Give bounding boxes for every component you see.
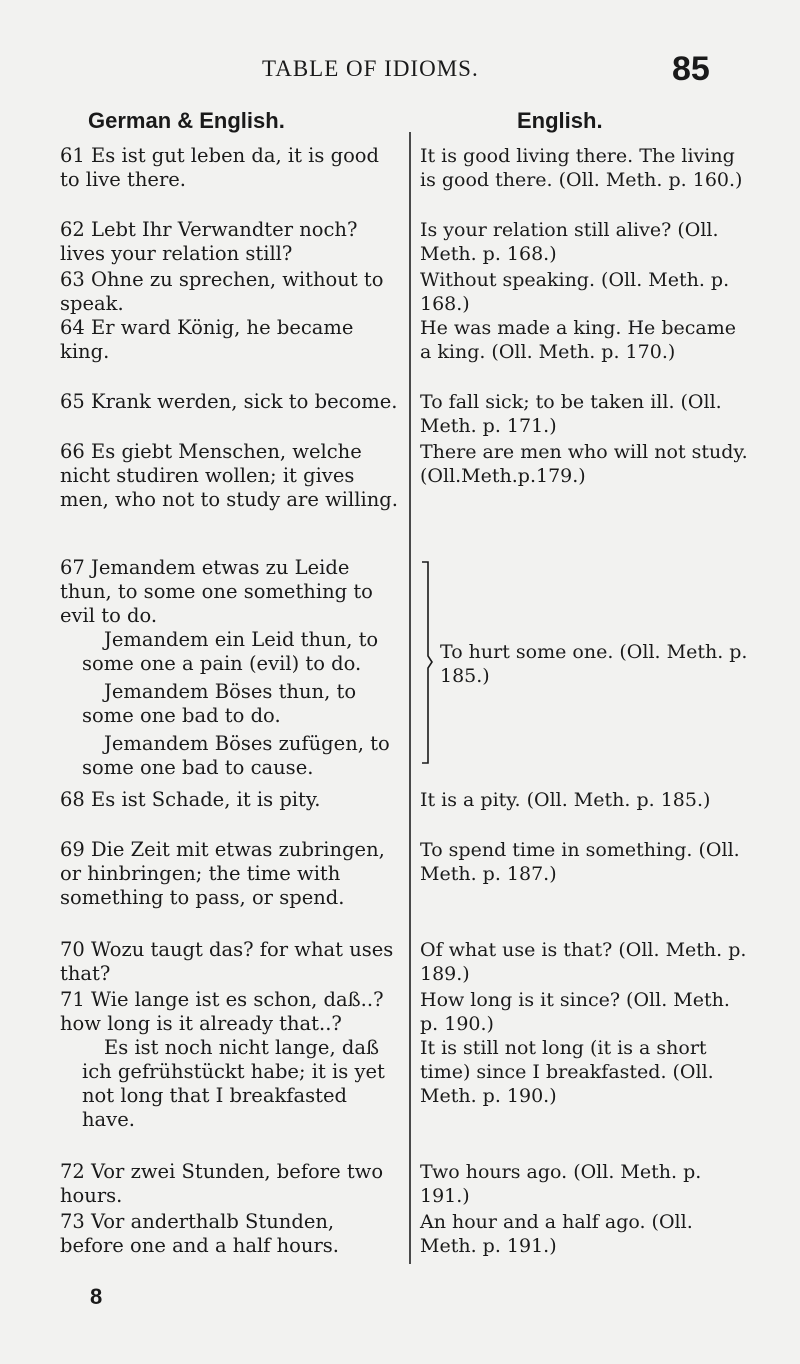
left-entry-67 (60, 556, 402, 628)
left-entry-67d (60, 732, 402, 780)
right-entry-text: It is a pity. (Oll. Meth. p. 185.) (420, 789, 711, 811)
right-entry-64 (420, 316, 750, 364)
left-entry-71b (60, 1036, 402, 1132)
right-entry-text: How long is it since? (Oll. Meth. p. 190.) (420, 989, 730, 1035)
right-entry-67 (440, 640, 750, 688)
left-entry-66 (60, 440, 402, 512)
left-column-heading: German & English. (88, 108, 285, 133)
right-entry-text: There are men who will not study. (Oll.Meth.p.179.) (420, 441, 748, 487)
right-entry-65 (420, 390, 750, 438)
right-entry-71 (420, 988, 750, 1036)
left-entry-text: 66 Es giebt Menschen, welche nicht studiren wollen; it gives men, who not to study are willing. (60, 440, 398, 511)
left-entry-67b (60, 628, 402, 676)
left-entry-text: Es ist noch nicht lange, daß ich gefrühstückt habe; it is yet not long that I breakfasted have. (82, 1036, 385, 1131)
left-entry-text: 62 Lebt Ihr Verwandter noch? lives your relation still? (60, 218, 358, 265)
running-header (0, 52, 800, 88)
left-entry-text: 70 Wozu taugt das? for what uses that? (60, 938, 394, 985)
left-entry-text: 64 Er ward König, he became king. (60, 316, 354, 363)
right-entry-73 (420, 1210, 750, 1258)
right-entry-text: Without speaking. (Oll. Meth. p. 168.) (420, 269, 730, 315)
left-entry-text: 65 Krank werden, sick to become. (60, 390, 398, 413)
left-entry-text: Jemandem ein Leid thun, to some one a pain (evil) to do. (82, 628, 379, 675)
left-entry-64 (60, 316, 402, 364)
left-entry-69 (60, 838, 402, 910)
left-entry-63 (60, 268, 402, 316)
right-entry-text: Two hours ago. (Oll. Meth. p. 191.) (420, 1161, 702, 1207)
left-entry-text: 67 Jemandem etwas zu Leide thun, to some one something to evil to do. (60, 556, 373, 627)
right-entry-66 (420, 440, 750, 488)
header-title: TABLE OF IDIOMS. (262, 56, 479, 81)
left-entry-62 (60, 218, 402, 266)
left-entry-text: Jemandem Böses zufügen, to some one bad to cause. (82, 732, 390, 779)
left-entry-text: 71 Wie lange ist es schon, daß..? how long is it already that..? (60, 988, 384, 1035)
right-entry-72 (420, 1160, 750, 1208)
left-entry-71 (60, 988, 402, 1036)
bracket-icon (420, 560, 434, 765)
right-entry-text: It is still not long (it is a short time) since I breakfasted. (Oll. Meth. p. 190.) (420, 1037, 714, 1107)
right-entry-62 (420, 218, 750, 266)
right-entry-69 (420, 838, 750, 886)
signature-mark: 8 (90, 1284, 103, 1309)
left-entry-text: 72 Vor zwei Stunden, before two hours. (60, 1160, 384, 1207)
right-entry-text: He was made a king. He became a king. (Oll. Meth. p. 170.) (420, 317, 736, 363)
left-entry-67c (60, 680, 402, 728)
left-entry-68 (60, 788, 402, 812)
left-entry-text: 69 Die Zeit mit etwas zubringen, or hinbringen; the time with something to pass, or spend. (60, 838, 385, 909)
left-entry-text: 61 Es ist gut leben da, it is good to live there. (60, 144, 380, 191)
right-entry-70 (420, 938, 750, 986)
right-entry-68 (420, 788, 750, 812)
right-column-heading: English. (517, 108, 603, 133)
left-entry-text: 73 Vor anderthalb Stunden, before one and a half hours. (60, 1210, 339, 1257)
right-entry-text: Of what use is that? (Oll. Meth. p. 189.) (420, 939, 747, 985)
right-entry-text: It is good living there. The living is good there. (Oll. Meth. p. 160.) (420, 145, 743, 191)
left-entry-65 (60, 390, 402, 414)
left-entry-61 (60, 144, 402, 192)
right-entry-71b (420, 1036, 750, 1108)
left-entry-text: Jemandem Böses thun, to some one bad to do. (82, 680, 357, 727)
right-entry-63 (420, 268, 750, 316)
right-entry-text: Is your relation still alive? (Oll. Meth. p. 168.) (420, 219, 719, 265)
left-entry-73 (60, 1210, 402, 1258)
right-entry-text: An hour and a half ago. (Oll. Meth. p. 191.) (420, 1211, 693, 1257)
left-entry-70 (60, 938, 402, 986)
left-entry-text: 68 Es ist Schade, it is pity. (60, 788, 321, 811)
left-entry-72 (60, 1160, 402, 1208)
right-entry-61 (420, 144, 750, 192)
right-entry-text: To fall sick; to be taken ill. (Oll. Meth. p. 171.) (420, 391, 722, 437)
page-number: 85 (672, 50, 710, 88)
left-entry-text: 63 Ohne zu sprechen, without to speak. (60, 268, 384, 315)
column-divider (409, 132, 411, 1264)
right-entry-text: To spend time in something. (Oll. Meth. p. 187.) (420, 839, 740, 885)
right-entry-text: To hurt some one. (Oll. Meth. p. 185.) (440, 641, 748, 687)
